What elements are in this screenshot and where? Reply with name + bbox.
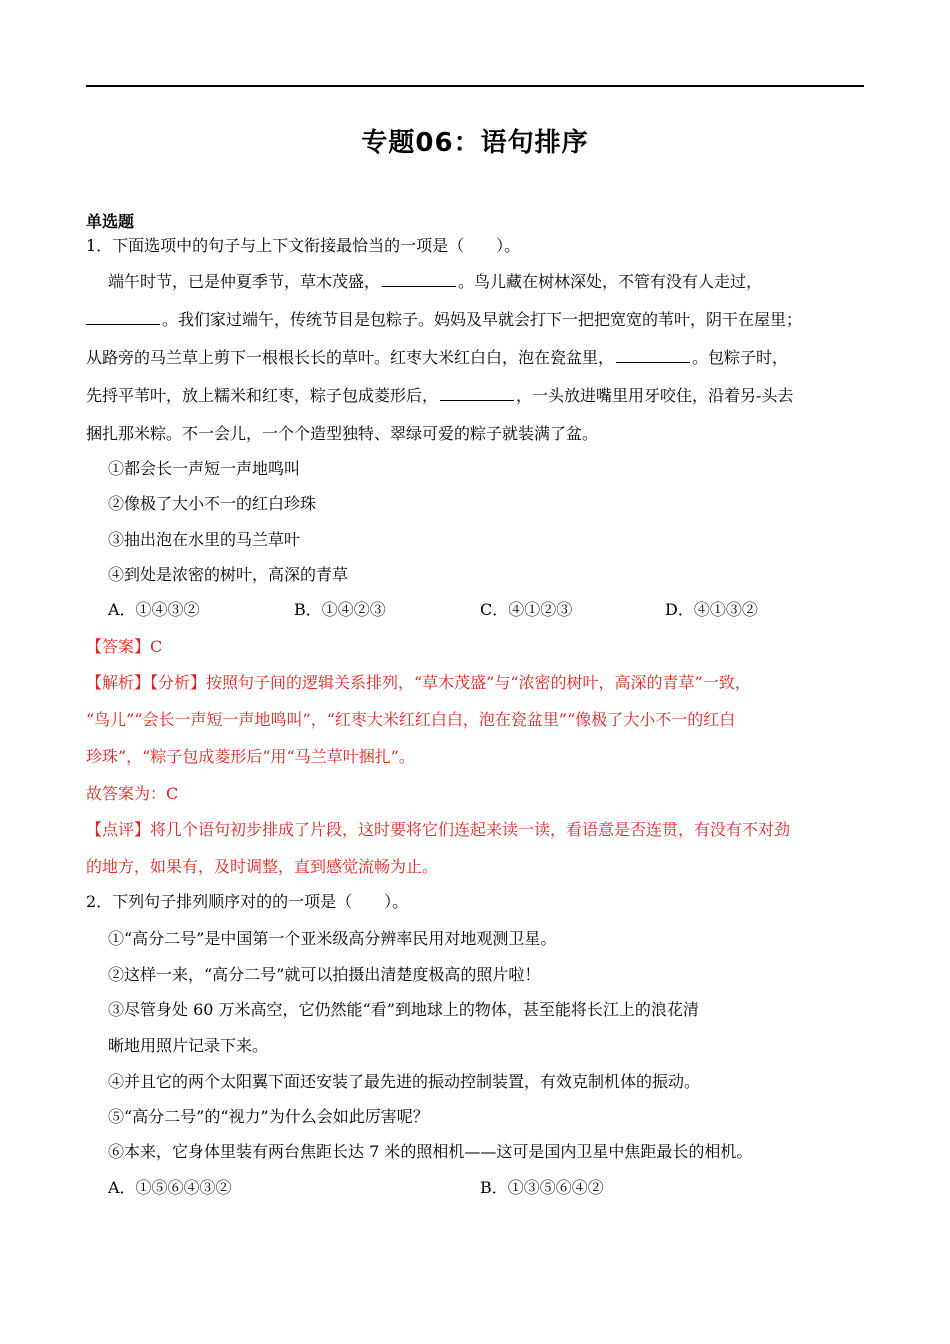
q1-analysis-line-3: 珍珠”，“粽子包成菱形后”用“马兰草叶捆扎”。 [86, 747, 415, 766]
q1-stem: 1．下面选项中的句子与上下文衔接最恰当的一项是（ ）。 [86, 236, 521, 255]
option-a[interactable]: A．①④③② [108, 600, 200, 619]
passage-text: 端午时节，已是仲夏季节，草木茂盛， [108, 272, 381, 291]
q2-item-4: ④并且它的两个太阳翼下面还安装了最先进的振动控制装置，有效克制机体的振动。 [108, 1072, 701, 1091]
q2-item-3: ③尽管身处 60 万米高空，它仍然能“看”到地球上的物体，甚至能将长江上的浪花清 [108, 1000, 699, 1019]
passage-text: 。包粽子时， [692, 348, 789, 367]
option-b[interactable]: B．①④②③ [294, 600, 386, 619]
q1-item-3: ③抽出泡在水里的马兰草叶 [108, 530, 301, 549]
option-c[interactable]: C．④①②③ [480, 600, 573, 619]
q2-stem: 2．下列句子排列顺序对的的一项是（ ）。 [86, 892, 409, 911]
answer-blank [440, 386, 514, 401]
q1-passage-line-3 [86, 348, 788, 368]
answer-blank [86, 310, 160, 325]
q1-analysis-line-1: 【解析】【分析】按照句子间的逻辑关系排列，“草木茂盛”与“浓密的树叶，高深的青草”一致， [86, 673, 751, 692]
answer-blank [382, 272, 456, 287]
option-d[interactable]: D．④①③② [665, 600, 758, 619]
q1-conclusion: 故答案为：C [86, 784, 179, 803]
passage-text: 。鸟儿藏在树林深处，不管有没有人走过， [458, 272, 763, 291]
q1-analysis-line-2: “鸟儿”“会长一声短一声地鸣叫”，“红枣大米红红白白，泡在瓷盆里”“像极了大小不一的红白 [86, 710, 736, 729]
q1-item-2: ②像极了大小不一的红白珍珠 [108, 494, 317, 513]
option-a[interactable]: A．①⑤⑥④③② [108, 1178, 232, 1197]
q1-passage-line-4 [86, 386, 793, 406]
q1-passage-line-2 [86, 310, 802, 330]
q2-item-5: ⑤“高分二号”的“视力”为什么会如此厉害呢？ [108, 1107, 429, 1126]
q2-item-1: ①“高分二号”是中国第一个亚米级高分辨率民用对地观测卫星。 [108, 929, 557, 948]
header-rule [86, 85, 864, 87]
passage-text: 从路旁的马兰草上剪下一根根长长的草叶。红枣大米红白白，泡在瓷盆里， [86, 348, 615, 367]
q1-answer: 【答案】C [86, 637, 163, 656]
q1-passage-line-1 [108, 272, 762, 292]
page-title: 专题06：语句排序 [361, 128, 589, 158]
q1-item-1: ①都会长一声短一声地鸣叫 [108, 459, 301, 478]
q1-item-4: ④到处是浓密的树叶，高深的青草 [108, 565, 349, 584]
q2-item-6: ⑥本来，它身体里装有两台焦距长达 7 米的照相机——这可是国内卫星中焦距最长的相机。 [108, 1142, 753, 1161]
q2-item-2: ②这样一来，“高分二号”就可以拍摄出清楚度极高的照片啦！ [108, 965, 541, 984]
section-heading: 单选题 [86, 212, 135, 231]
q2-item-3-cont: 晰地用照片记录下来。 [108, 1036, 269, 1055]
q1-comment-line-2: 的地方，如果有，及时调整，直到感觉流畅为止。 [86, 857, 439, 876]
q1-passage-line-5: 捆扎那米粽。不一会儿，一个个造型独特、翠绿可爱的粽子就装满了盆。 [86, 424, 599, 443]
answer-blank [616, 348, 690, 363]
passage-text: ，一头放进嘴里用牙咬住，沿着另-头去 [516, 386, 794, 405]
passage-text: 。我们家过端午，传统节目是包粽子。妈妈及早就会打下一把把宽宽的苇叶，阴干在屋里； [162, 310, 803, 329]
q1-comment-line-1: 【点评】将几个语句初步排成了片段，这时要将它们连起来读一读，看语意是否连贯，有没有不对劲 [86, 820, 791, 839]
option-b[interactable]: B．①③⑤⑥④② [480, 1178, 604, 1197]
passage-text: 先捋平苇叶，放上糯米和红枣，粽子包成菱形后， [86, 386, 439, 405]
